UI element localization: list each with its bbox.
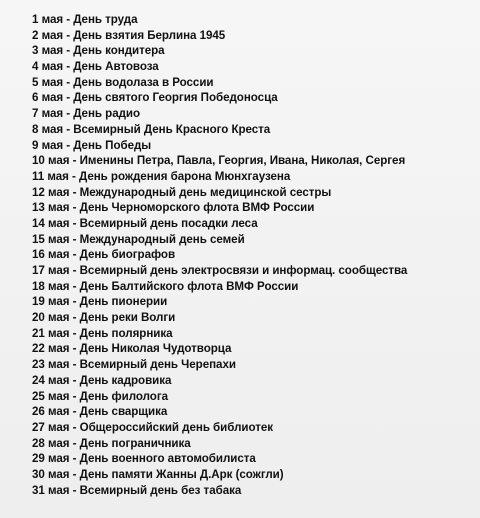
list-item: 4 мая - День Автовоза [32,60,159,74]
list-item: 17 мая - Всемирный день электросвязи и информац. сообщества [32,264,408,277]
list-item: 12 мая - Международный день медицинской сестры [32,185,332,199]
list-item: 28 мая - День пограничника [32,436,191,450]
list-item: 16 мая - День биографов [32,248,176,262]
list-item: 3 мая - День кондитера [32,44,165,58]
list-item: 25 мая - День филолога [32,389,169,403]
list-item: 14 мая - Всемирный день посадки леса [32,216,258,230]
list-item: 24 мая - День кадровика [32,373,172,387]
list-item: 8 мая - Всемирный День Красного Креста [32,122,271,136]
list-item: 20 мая - День реки Волги [32,311,176,325]
list-item: 1 мая - День труда [32,13,138,26]
list-item: 15 мая - Международный день семей [32,232,245,246]
list-item: 13 мая - День Черноморского флота ВМФ России [32,201,315,215]
list-item: 11 мая - День рождения барона Мюнхгаузена [32,169,291,183]
list-item: 23 мая - Всемирный день Черепахи [32,358,236,372]
list-item: 22 мая - День Николая Чудотворца [32,342,232,356]
list-item: 6 мая - День святого Георгия Победоносца [32,91,278,105]
list-item: 29 мая - День военного автомобилиста [32,452,256,466]
list-item: 27 мая - Общероссийский день библиотек [32,420,273,434]
list-item: 18 мая - День Балтийского флота ВМФ России [32,279,299,293]
list-item: 30 мая - День памяти Жанны Д.Арк (сожгли) [32,467,284,481]
holiday-list [32,12,407,498]
list-item: 31 мая - Всемирный день без табака [32,483,242,497]
list-item: 2 мая - День взятия Берлина 1945 [32,28,226,42]
list-item: 26 мая - День сварщика [32,405,168,419]
list-item: 21 мая - День полярника [32,326,173,340]
list-item: 5 мая - День водолаза в России [32,75,214,89]
list-item: 10 мая - Именины Петра, Павла, Георгия, Ивана, Николая, Сергея [32,154,406,168]
list-item: 19 мая - День пионерии [32,295,168,309]
list-item: 7 мая - День радио [32,107,141,121]
list-item: 9 мая - День Победы [32,138,152,152]
